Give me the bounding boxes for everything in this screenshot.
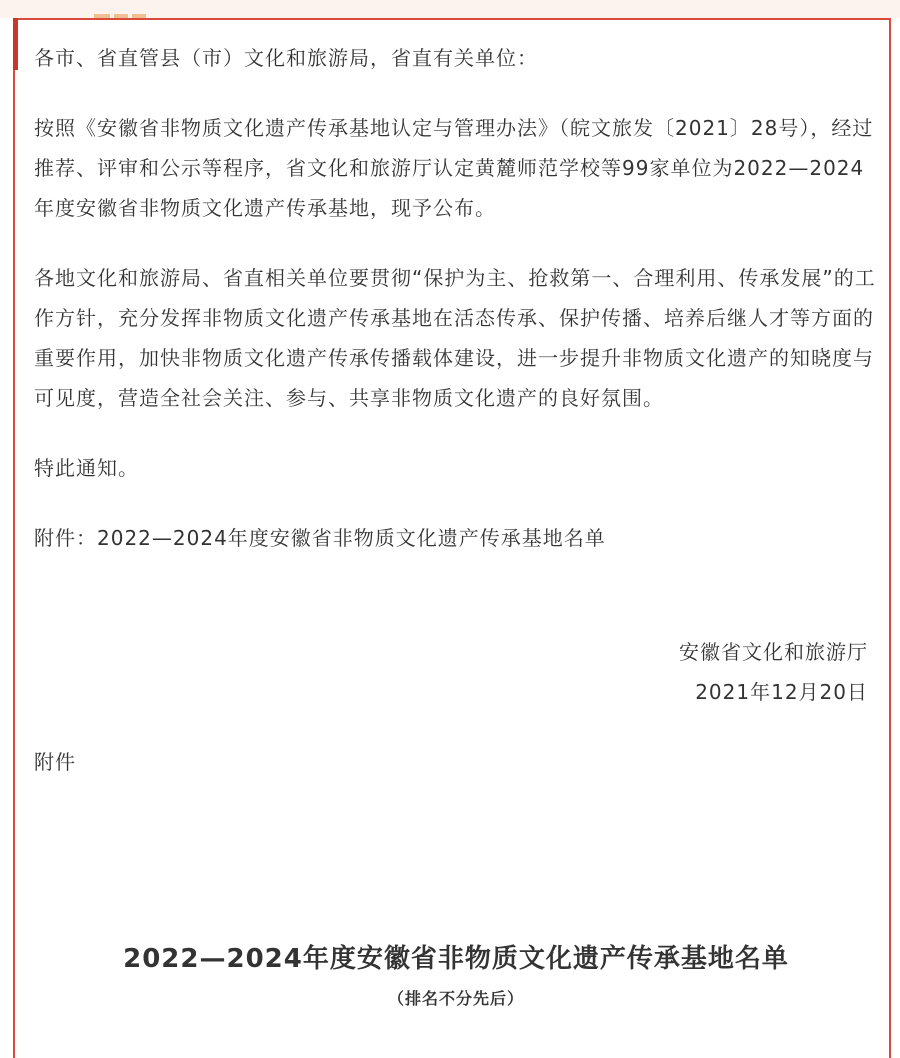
signatory: 安徽省文化和旅游厅 <box>679 640 868 664</box>
paragraph-requirements: 各地文化和旅游局、省直相关单位要贯彻“保护为主、抢救第一、合理利用、传承发展”的工作方针，充分发挥非物质文化遗产传承基地在活态传承、保护传播、培养后继人才等方面的重要作用，加快非物质文化遗产传承传播载体建设，进一步提升非物质文化遗产的知晓度与可见度，营造全社会关注、参与、共享非物质文化遗产的良好氛围。 <box>34 266 876 410</box>
paragraph-announcement: 按照《安徽省非物质文化遗产传承基地认定与管理办法》（皖文旅发〔2021〕28号），经过推荐、评审和公示等程序，省文化和旅游厅认定黄麓师范学校等99家单位为2022—2024年度安徽省非物质文化遗产传承基地，现予公布。 <box>34 116 874 220</box>
attachment-subtitle: （排名不分先后） <box>387 989 524 1008</box>
red-accent-bar <box>13 18 18 70</box>
attachment-title: 2022—2024年度安徽省非物质文化遗产传承基地名单 <box>123 944 789 974</box>
notice-body <box>34 38 882 810</box>
attachment-reference: 附件：2022—2024年度安徽省非物质文化遗产传承基地名单 <box>34 526 606 550</box>
closing-remark: 特此通知。 <box>34 456 139 480</box>
issue-date: 2021年12月20日 <box>695 680 868 704</box>
attachment-label: 附件 <box>34 750 76 774</box>
salutation: 各市、省直管县（市）文化和旅游局，省直有关单位： <box>34 46 538 70</box>
